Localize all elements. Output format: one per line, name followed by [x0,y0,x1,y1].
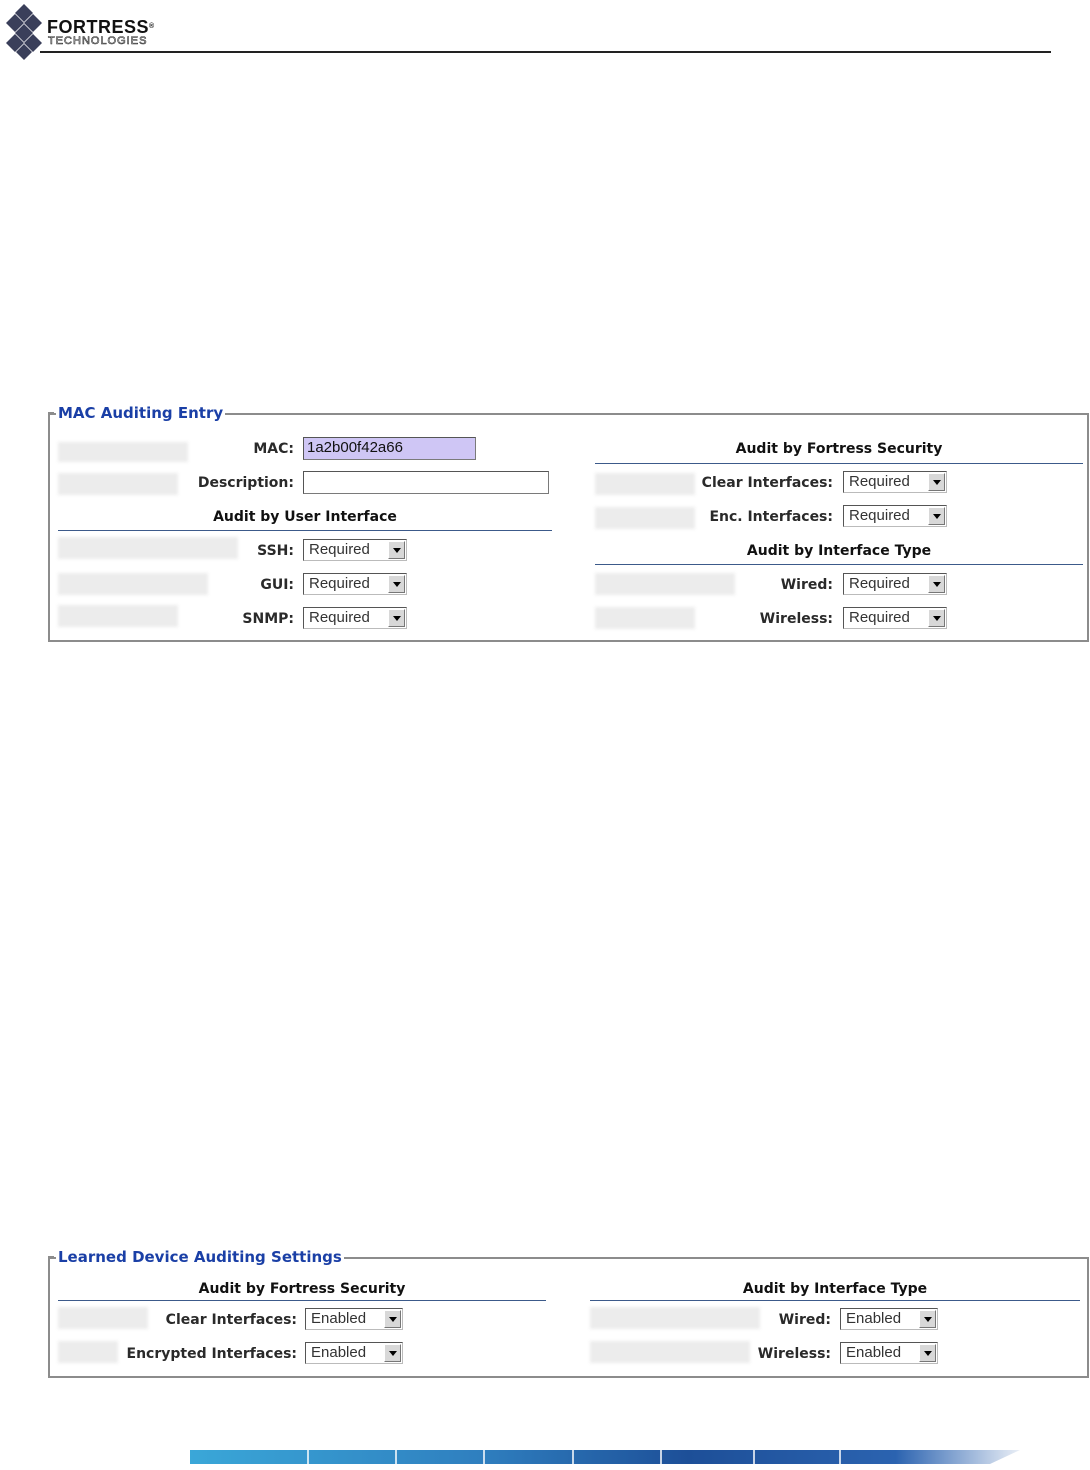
snmp-label: SNMP: [242,611,294,627]
mac-input[interactable]: 1a2b00f42a66 [303,437,476,460]
chevron-down-icon[interactable] [919,1310,936,1328]
enc-interfaces-label: Enc. Interfaces: [709,509,833,525]
chevron-down-icon[interactable] [928,575,945,593]
wired-select-value: Enabled [846,1310,902,1327]
gui-select-value: Required [309,575,370,592]
enc-interfaces-select[interactable] [843,505,947,527]
encrypted-interfaces-select[interactable] [305,1342,403,1364]
clear-interfaces-label: Clear Interfaces: [165,1312,297,1328]
encrypted-interfaces-label: Encrypted Interfaces: [126,1346,297,1362]
wireless-select-value: Required [849,609,910,626]
header-divider [40,51,1051,53]
label-shade [58,442,188,462]
wireless-select[interactable] [843,607,947,629]
clear-interfaces-select[interactable] [305,1308,403,1330]
wireless-label: Wireless: [759,611,833,627]
audit-by-interface-type-heading: Audit by Interface Type [746,543,932,559]
ssh-select[interactable] [303,539,407,561]
label-shade [58,573,208,595]
encrypted-interfaces-select-value: Enabled [311,1344,367,1361]
audit-by-fortress-security-heading: Audit by Fortress Security [735,441,943,457]
section-divider [58,1300,546,1301]
label-shade [58,473,178,495]
label-shade [58,605,178,627]
wired-select-value: Required [849,575,910,592]
enc-interfaces-select-value: Required [849,507,910,524]
chevron-down-icon[interactable] [388,575,405,593]
fortress-logo-icon [6,4,42,60]
wired-select[interactable] [840,1308,938,1330]
section-divider [595,564,1083,565]
brand-subtitle: TECHNOLOGIES [48,35,148,47]
clear-interfaces-select-value: Enabled [311,1310,367,1327]
mac-auditing-entry-legend: MAC Auditing Entry [58,404,224,422]
brand-name: FORTRESS® [47,17,155,37]
gui-label: GUI: [260,577,294,593]
wired-label: Wired: [780,577,833,593]
chevron-down-icon[interactable] [384,1344,401,1362]
mac-label: MAC: [253,441,294,457]
clear-interfaces-select[interactable] [843,471,947,493]
audit-by-fortress-security-heading: Audit by Fortress Security [198,1281,406,1297]
chevron-down-icon[interactable] [919,1344,936,1362]
description-input[interactable] [303,471,549,494]
chevron-down-icon[interactable] [928,473,945,491]
snmp-select-value: Required [309,609,370,626]
snmp-select[interactable] [303,607,407,629]
ssh-select-value: Required [309,541,370,558]
learned-device-auditing-legend: Learned Device Auditing Settings [58,1248,342,1266]
clear-interfaces-label: Clear Interfaces: [701,475,833,491]
wireless-select-value: Enabled [846,1344,902,1361]
description-label: Description: [197,475,294,491]
wireless-label: Wireless: [757,1346,831,1362]
chevron-down-icon[interactable] [384,1310,401,1328]
audit-by-interface-type-heading: Audit by Interface Type [742,1281,928,1297]
section-divider [595,463,1083,464]
learned-device-auditing-panel [48,1248,1089,1378]
mac-auditing-entry-panel [48,404,1089,642]
audit-by-user-interface-heading: Audit by User Interface [213,509,397,525]
wired-label: Wired: [778,1312,831,1328]
section-divider [58,530,552,531]
clear-interfaces-select-value: Required [849,473,910,490]
ssh-label: SSH: [257,543,294,559]
chevron-down-icon[interactable] [388,541,405,559]
wireless-select[interactable] [840,1342,938,1364]
section-divider [590,1300,1080,1301]
gui-select[interactable] [303,573,407,595]
chevron-down-icon[interactable] [928,609,945,627]
wired-select[interactable] [843,573,947,595]
footer-gradient-bar [190,1448,1020,1466]
chevron-down-icon[interactable] [928,507,945,525]
chevron-down-icon[interactable] [388,609,405,627]
